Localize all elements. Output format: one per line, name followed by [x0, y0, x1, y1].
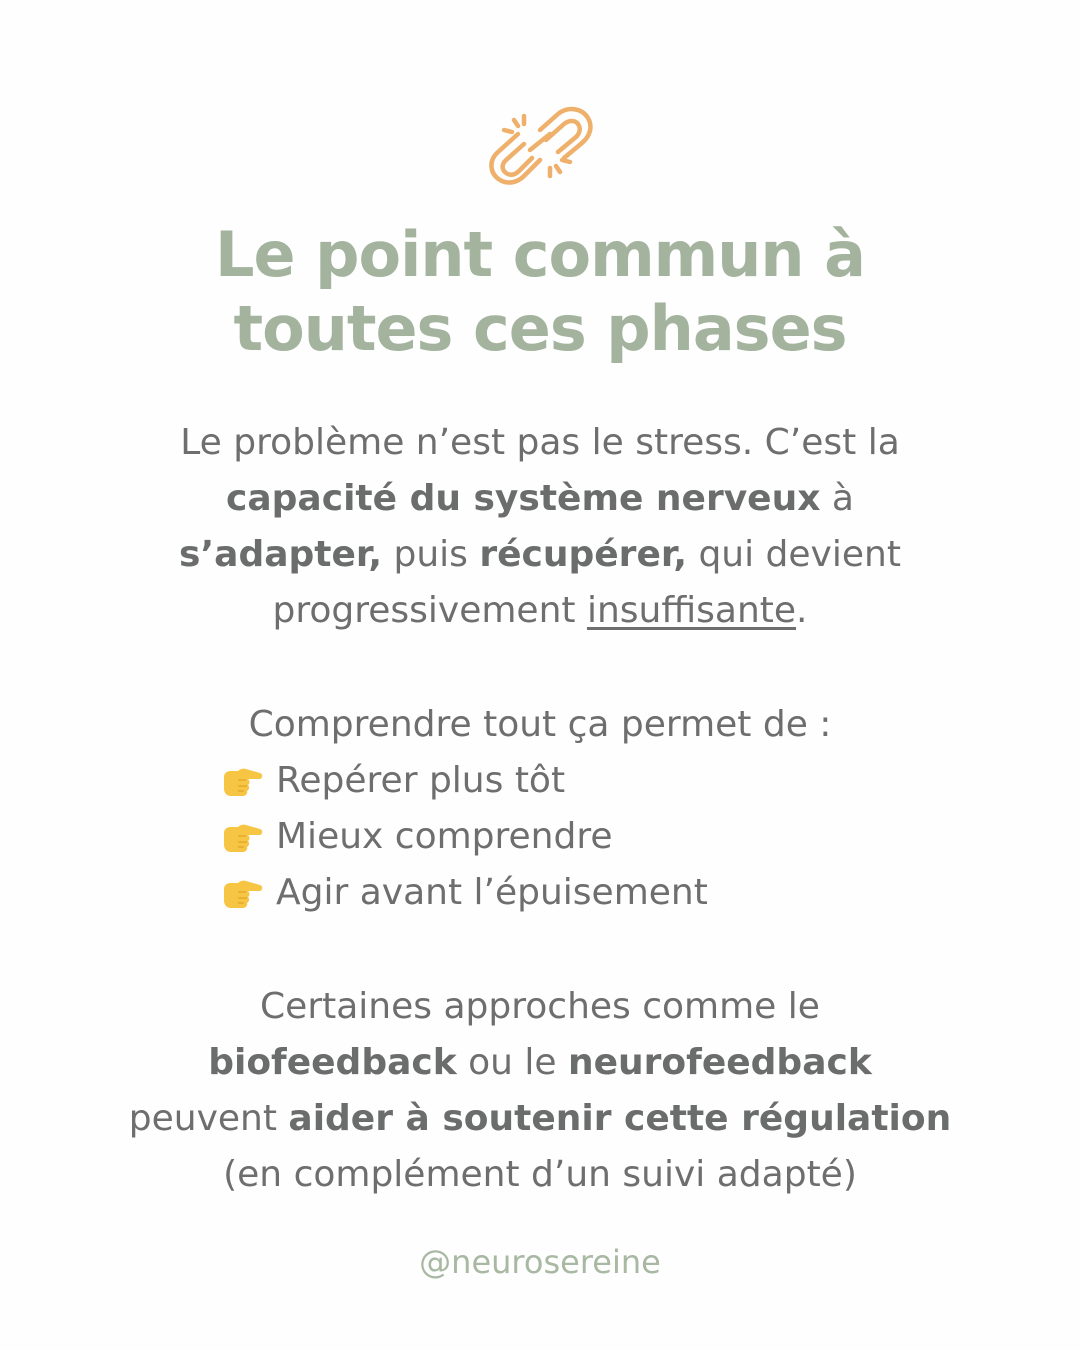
- pointing-hand-icon: [220, 865, 264, 921]
- list-item: [220, 753, 708, 809]
- underlined-insufficient: insuffisante: [586, 590, 797, 631]
- pointing-hand-icon: [220, 809, 264, 865]
- list-intro: Comprendre tout ça permet de :: [248, 704, 832, 745]
- paragraph1-line-2-rest: à: [820, 478, 854, 519]
- paragraph1-line-2: [0, 471, 1080, 527]
- paragraph-intro: [0, 697, 1080, 753]
- pointing-hand-icon: [220, 753, 264, 809]
- list-item-text: Mieux comprendre: [276, 816, 613, 857]
- list-item: [220, 865, 708, 921]
- paragraph1-line-3-mid: puis: [382, 534, 480, 575]
- broken-chain-link-icon: [480, 104, 600, 188]
- title-line-2: toutes ces phases: [233, 292, 847, 365]
- bold-biofeedback: biofeedback: [208, 1042, 457, 1083]
- paragraph3-line-4: (en complément d’un suivi adapté): [223, 1154, 857, 1195]
- bold-neurofeedback: neurofeedback: [568, 1042, 872, 1083]
- bold-regulation: aider à soutenir cette régulation: [288, 1098, 952, 1139]
- paragraph-problem: [0, 415, 1080, 639]
- paragraph1-line-3: [0, 527, 1080, 583]
- page-title: [0, 218, 1080, 366]
- list-item-text: Repérer plus tôt: [276, 760, 566, 801]
- paragraph1-line-4: [0, 583, 1080, 639]
- list-item: [220, 809, 708, 865]
- paragraph-approaches: [0, 979, 1080, 1203]
- paragraph3-line-3-plain: peuvent: [128, 1098, 289, 1139]
- paragraph1-line-4-plain: progressivement: [272, 590, 587, 631]
- paragraph3-line-1: Certaines approches comme le: [260, 986, 820, 1027]
- paragraph3-line-3: [0, 1091, 1080, 1147]
- paragraph1-line-3-rest: qui devient: [687, 534, 901, 575]
- paragraph1-line-1: Le problème n’est pas le stress. C’est la: [180, 422, 900, 463]
- account-handle: @neurosereine: [419, 1243, 661, 1281]
- bold-capacity: capacité du système nerveux: [226, 478, 821, 519]
- benefit-list: [220, 753, 708, 921]
- list-item-text: Agir avant l’épuisement: [276, 872, 708, 913]
- paragraph3-line-2: [0, 1035, 1080, 1091]
- paragraph3-line-2-mid: ou le: [456, 1042, 568, 1083]
- bold-recover: récupérer,: [479, 534, 687, 575]
- bold-adapt: s’adapter,: [179, 534, 383, 575]
- paragraph1-line-4-end: .: [796, 590, 808, 631]
- title-line-1: Le point commun à: [215, 218, 865, 291]
